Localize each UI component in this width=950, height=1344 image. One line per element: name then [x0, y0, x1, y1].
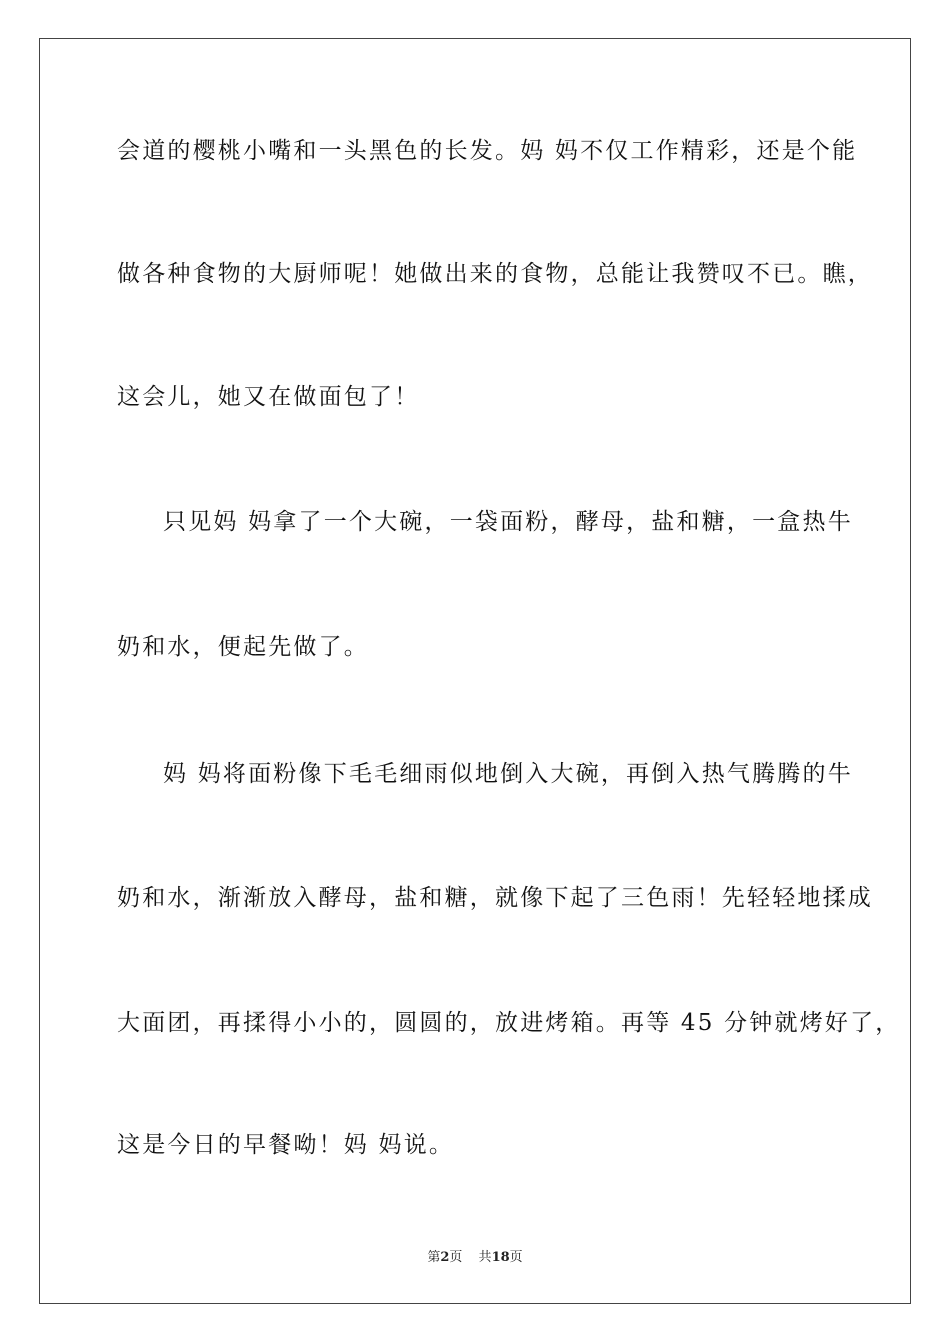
page-prefix: 第	[427, 1250, 441, 1265]
total-pages: 18	[491, 1250, 510, 1265]
total-suffix: 页	[509, 1250, 523, 1265]
page-indicator	[427, 1250, 462, 1265]
page-footer	[0, 1246, 950, 1265]
text-line: 只见妈 妈拿了一个大碗，一袋面粉，酵母，盐和糖，一盒热牛	[163, 509, 853, 535]
page-number: 2	[440, 1250, 450, 1265]
text-line: 会道的樱桃小嘴和一头黑色的长发。妈 妈不仅工作精彩，还是个能	[117, 138, 858, 164]
text-line: 做各种食物的大厨师呢！她做出来的食物，总能让我赞叹不已。瞧，	[117, 261, 873, 287]
text-line: 奶和水，便起先做了。	[117, 634, 369, 660]
text-line: 大面团，再揉得小小的，圆圆的，放进烤箱。再等 45 分钟就烤好了，	[117, 1010, 901, 1036]
text-line: 妈 妈将面粉像下毛毛细雨似地倒入大碗，再倒入热气腾腾的牛	[163, 761, 853, 787]
text-line: 这是今日的早餐呦！妈 妈说。	[117, 1132, 455, 1158]
total-prefix: 共	[478, 1250, 492, 1265]
text-line: 这会儿，她又在做面包了！	[117, 384, 420, 410]
total-indicator	[479, 1250, 523, 1265]
page-suffix: 页	[449, 1250, 463, 1265]
page-border	[39, 38, 911, 1304]
text-line: 奶和水，渐渐放入酵母，盐和糖，就像下起了三色雨！先轻轻地揉成	[117, 885, 873, 911]
